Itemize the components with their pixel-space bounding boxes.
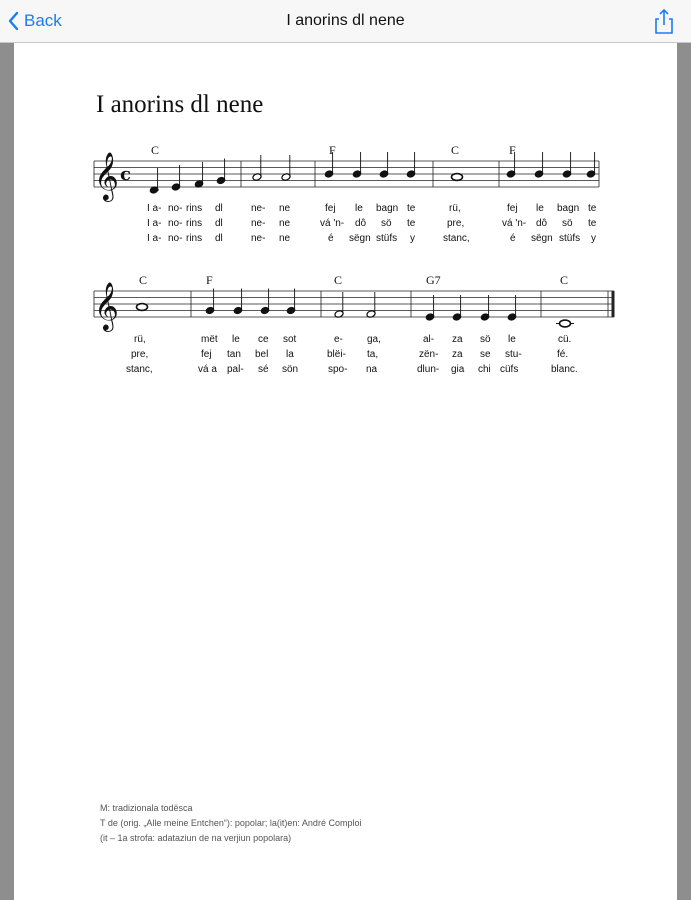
navigation-bar — [0, 0, 691, 43]
chord-symbol: C — [560, 273, 569, 287]
lyric-syllable: la — [286, 349, 294, 360]
lyric-syllable: bel — [255, 349, 269, 360]
music-score — [14, 43, 677, 900]
lyric-syllable: le — [355, 203, 363, 214]
lyric-syllable: ga, — [367, 334, 381, 345]
credits — [100, 801, 361, 846]
lyric-syllable: dô — [536, 218, 548, 229]
staff-system-2 — [94, 291, 614, 317]
chord-symbol: F — [509, 143, 516, 157]
chord-symbol: C — [451, 143, 460, 157]
lyric-syllable: ne — [279, 233, 291, 244]
lyric-syllable: stanc, — [443, 233, 470, 244]
share-button[interactable] — [654, 8, 674, 39]
lyric-syllable: za — [452, 349, 463, 360]
lyric-syllable: y — [591, 233, 596, 244]
lyric-syllable: te — [407, 203, 416, 214]
back-label: Back — [24, 11, 62, 30]
lyric-syllable: dô — [355, 218, 367, 229]
lyric-syllable: te — [407, 218, 416, 229]
lyric-syllable: rins — [186, 203, 203, 214]
lyric-syllable: vá 'n- — [502, 218, 527, 229]
lyric-syllable: é — [328, 233, 334, 244]
lyric-syllable: zën- — [419, 349, 439, 360]
lyric-syllable: sëgn — [349, 233, 371, 244]
lyric-syllable: sö — [381, 218, 392, 229]
lyric-syllable: ne- — [251, 218, 266, 229]
credit-line: M: tradizionala todësca — [100, 803, 193, 813]
chord-symbol: G7 — [426, 273, 441, 287]
lyric-syllable: dl — [215, 233, 223, 244]
lyric-syllable: te — [588, 218, 597, 229]
lyric-syllable: stüfs — [559, 233, 581, 244]
lyric-syllable: chi — [478, 364, 491, 375]
chord-symbol: C — [151, 143, 160, 157]
chord-symbol: C — [334, 273, 343, 287]
lyric-syllable: ne — [279, 218, 291, 229]
lyric-syllable: pre, — [131, 349, 149, 360]
lyric-syllable: dlun- — [417, 364, 440, 375]
lyric-syllable: vá a — [198, 364, 217, 375]
lyric-syllable: cü. — [558, 334, 572, 345]
lyric-syllable: stu- — [505, 349, 522, 360]
lyric-syllable: spo- — [328, 364, 348, 375]
lyric-syllable: no- — [168, 233, 183, 244]
lyric-syllable: mët — [201, 334, 218, 345]
lyric-syllable: sé — [258, 364, 269, 375]
lyric-syllable: na — [366, 364, 378, 375]
lyric-syllable: sëgn — [531, 233, 553, 244]
lyric-syllable: rü, — [449, 203, 461, 214]
lyric-syllable: vá 'n- — [320, 218, 345, 229]
lyric-syllable: rins — [186, 218, 203, 229]
notes-system-2 — [137, 289, 575, 327]
lyric-syllable: no- — [168, 218, 183, 229]
lyric-syllable: le — [536, 203, 544, 214]
lyric-syllable: rü, — [134, 334, 146, 345]
lyric-syllable: al- — [423, 334, 435, 345]
treble-clef-icon: 𝄞 — [94, 281, 119, 330]
lyric-syllable: ta, — [367, 349, 379, 360]
lyric-syllable: sot — [283, 334, 297, 345]
lyric-syllable: tan — [227, 349, 241, 360]
lyric-syllable: le — [232, 334, 240, 345]
lyric-syllable: e- — [334, 334, 343, 345]
lyric-syllable: fej — [507, 203, 518, 214]
treble-clef-icon: 𝄞 — [94, 151, 119, 200]
lyric-syllable: I a- — [147, 203, 162, 214]
lyric-syllable: stüfs — [376, 233, 398, 244]
lyric-syllable: sön — [282, 364, 299, 375]
lyric-syllable: ne — [279, 203, 291, 214]
lyric-syllable: y — [410, 233, 415, 244]
staff-system-1 — [94, 161, 599, 187]
lyric-syllable: bagn — [557, 203, 580, 214]
lyric-syllable: rins — [186, 233, 203, 244]
lyric-syllable: ne- — [251, 203, 266, 214]
lyric-syllable: ne- — [251, 233, 266, 244]
lyric-syllable: blanc. — [551, 364, 578, 375]
lyric-syllable: blëi- — [327, 349, 346, 360]
song-title: I anorins dl nene — [96, 91, 264, 118]
lyric-syllable: te — [588, 203, 597, 214]
lyric-syllable: za — [452, 334, 463, 345]
lyric-syllable: gia — [451, 364, 465, 375]
credit-line: T de (orig. „Alle meine Entchen“): popolar; la(it)en: André Comploi — [100, 818, 362, 828]
lyric-syllable: stanc, — [126, 364, 153, 375]
lyric-syllable: le — [508, 334, 516, 345]
lyric-syllable: fé. — [557, 349, 569, 360]
lyric-syllable: bagn — [376, 203, 399, 214]
lyric-syllable: dl — [215, 218, 223, 229]
lyric-syllable: ce — [258, 334, 269, 345]
chord-symbol: C — [139, 273, 148, 287]
credit-line: (it – 1a strofa: adataziun de na verjiun popolara) — [100, 833, 292, 843]
lyric-syllable: I a- — [147, 218, 162, 229]
lyric-syllable: sö — [562, 218, 573, 229]
lyric-syllable: pre, — [447, 218, 465, 229]
share-icon — [654, 8, 674, 34]
lyric-syllable: fej — [201, 349, 212, 360]
lyric-syllable: dl — [215, 203, 223, 214]
chord-symbol: F — [206, 273, 213, 287]
lyric-syllable: sö — [480, 334, 491, 345]
common-time-icon: c — [120, 164, 131, 185]
notes-system-1 — [149, 152, 596, 194]
document-page[interactable] — [14, 43, 677, 900]
lyric-syllable: no- — [168, 203, 183, 214]
lyric-syllable: cüfs — [500, 364, 519, 375]
lyric-syllable: fej — [325, 203, 336, 214]
chord-symbol: F — [329, 143, 336, 157]
nav-title: I anorins dl nene — [286, 12, 405, 29]
lyric-syllable: I a- — [147, 233, 162, 244]
lyric-syllable: pal- — [227, 364, 244, 375]
lyric-syllable: se — [480, 349, 491, 360]
lyric-syllable: é — [510, 233, 516, 244]
